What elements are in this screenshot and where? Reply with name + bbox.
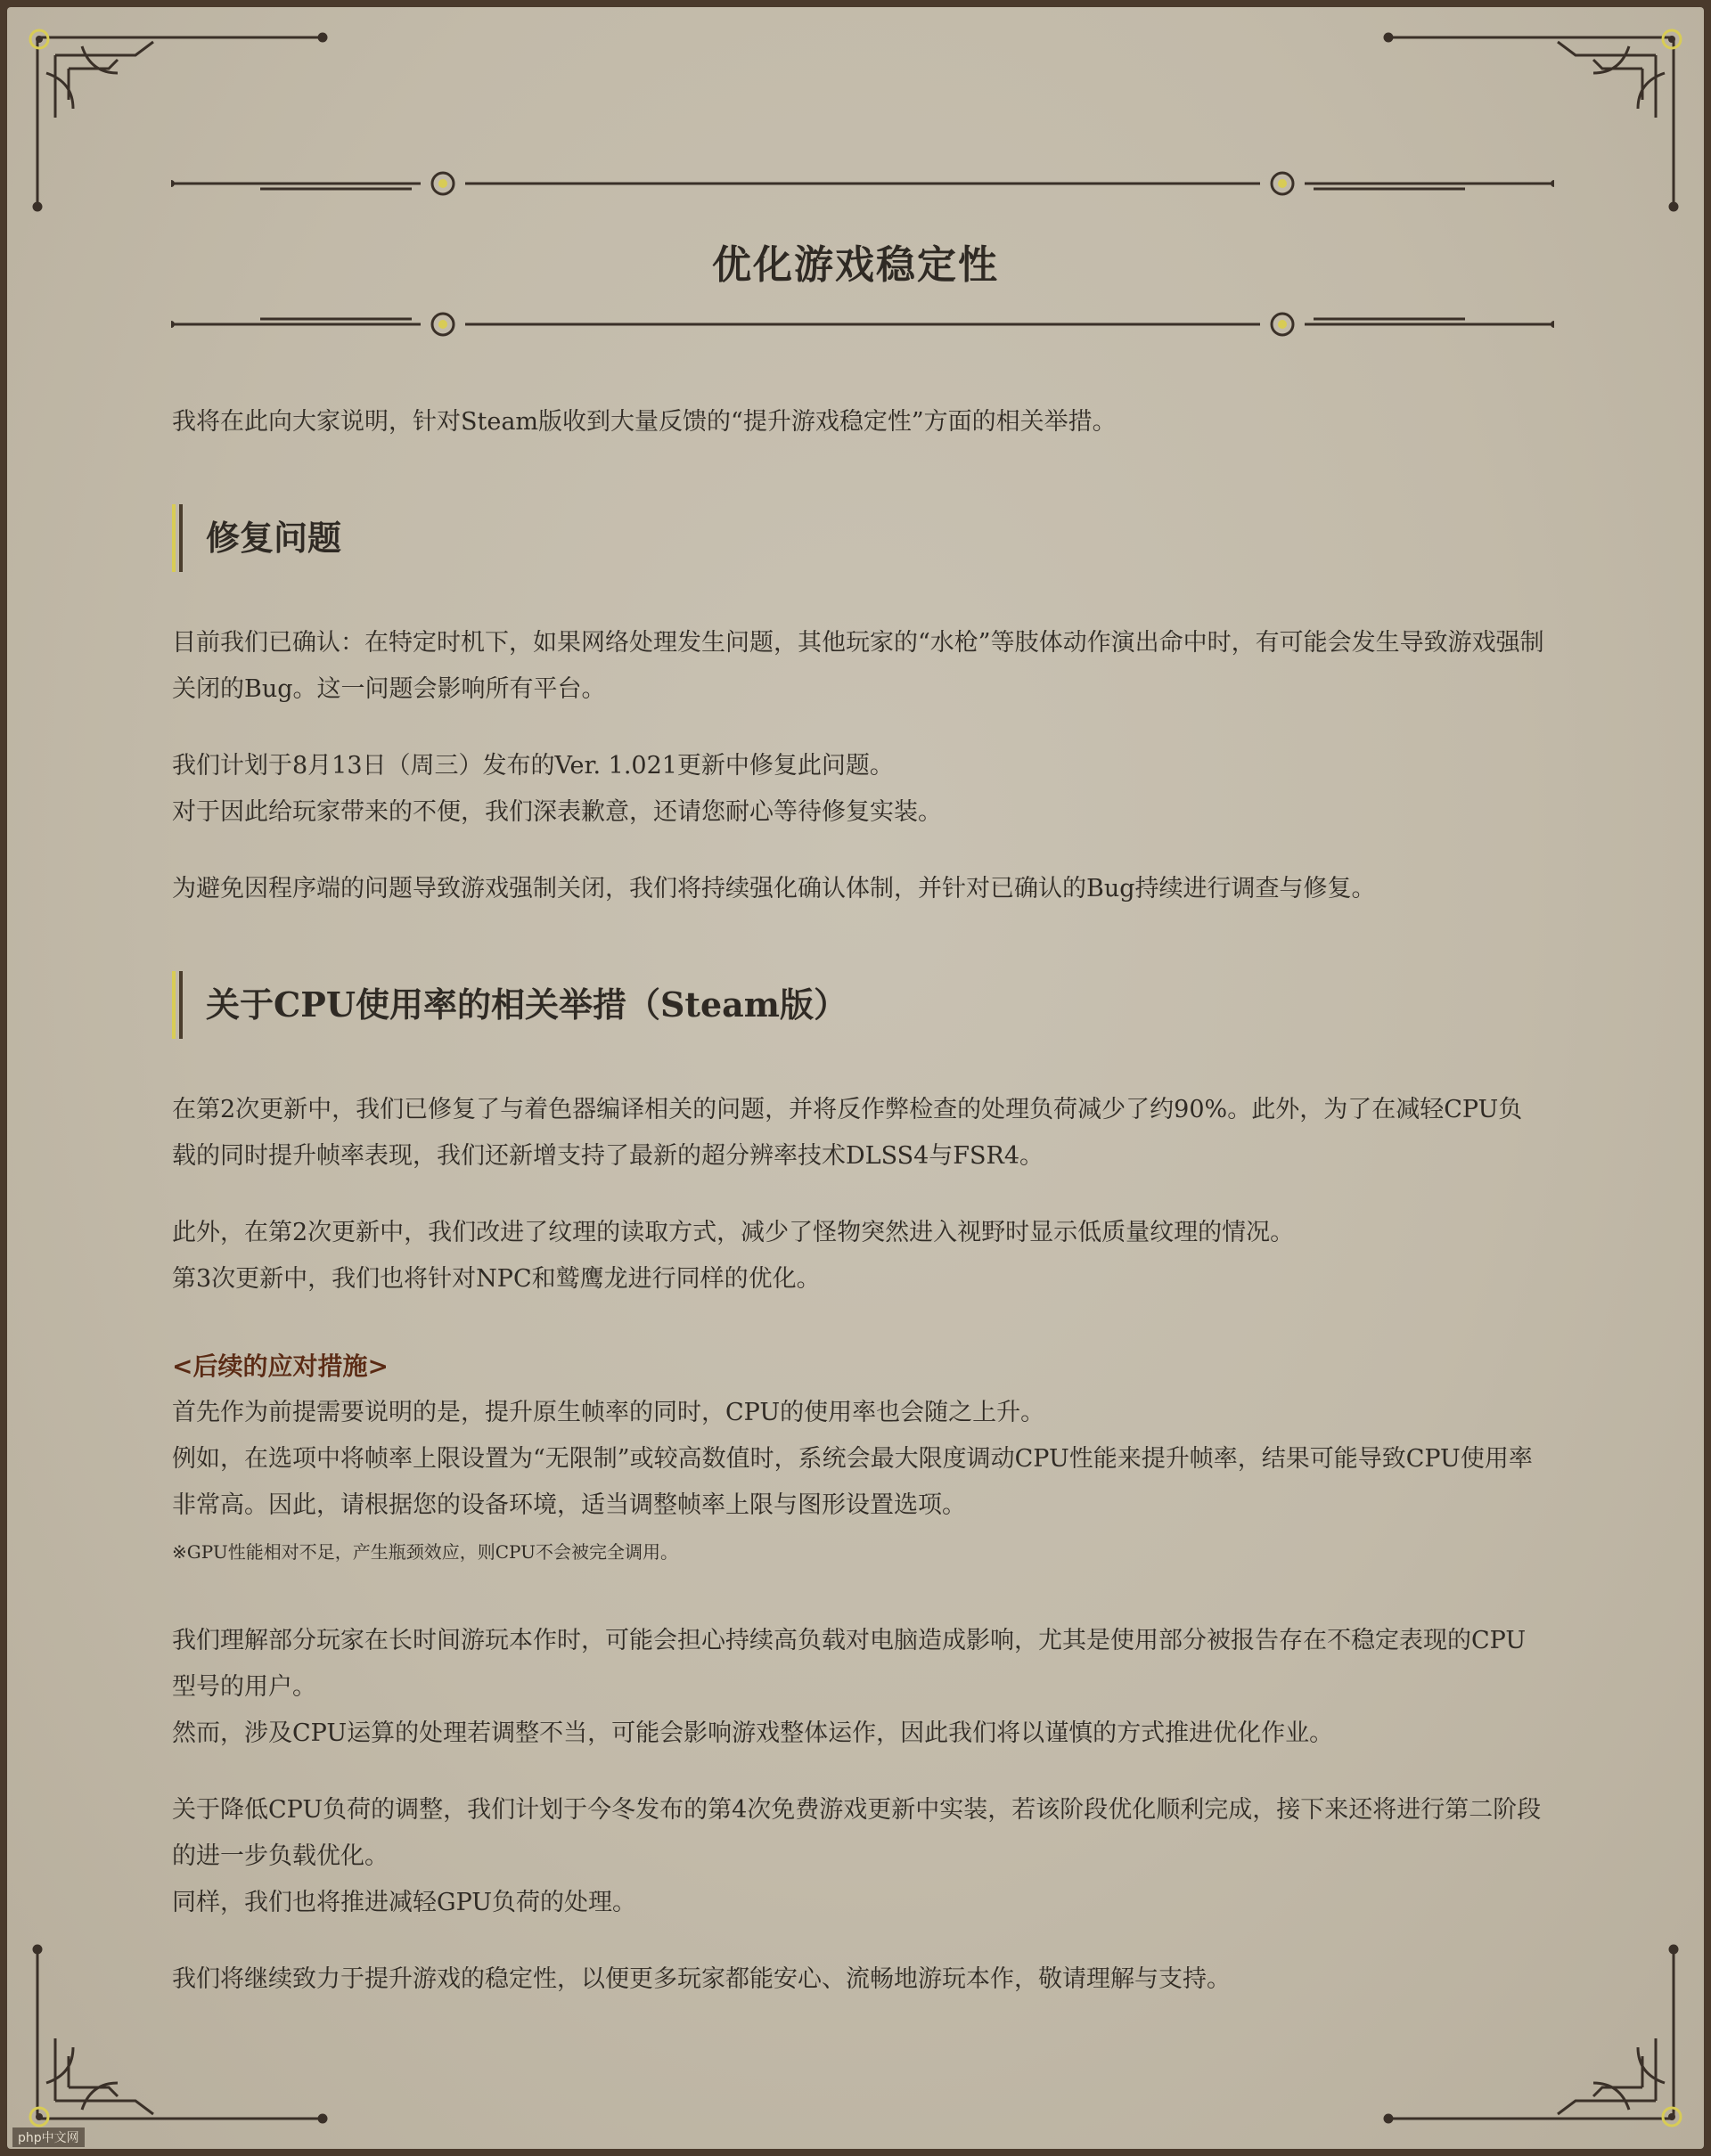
paragraph: 此外，在第2次更新中，我们改进了纹理的读取方式，减少了怪物突然进入视野时显示低质量纹理的情况。 — [172, 1219, 1295, 1246]
paragraph: 例如，在选项中将帧率上限设置为“无限制”或较高数值时，系统会最大限度调动CPU性能来提升帧率，结果可能导致CPU使用率非常高。因此，请根据您的设备环境，适当调整帧率上限与图形设置选项。 — [172, 1445, 1533, 1519]
paragraph: 我们计划于8月13日（周三）发布的Ver. 1.021更新中修复此问题。 — [172, 752, 894, 780]
intro-paragraph: 我将在此向大家说明，针对Steam版收到大量反馈的“提升游戏稳定性”方面的相关举措。 — [172, 408, 1117, 436]
page-title: 优化游戏稳定性 — [712, 242, 999, 288]
heading-accent-bar — [172, 504, 183, 572]
paragraph: 首先作为前提需要说明的是，提升原生帧率的同时，CPU的使用率也会随之上升。 — [172, 1399, 1045, 1426]
paragraph: 我们理解部分玩家在长时间游玩本作时，可能会担心持续高负载对电脑造成影响，尤其是使用部分被报告存在不稳定表现的CPU型号的用户。 — [172, 1627, 1527, 1701]
article-body — [172, 399, 1544, 2003]
watermark: php中文网 — [12, 2127, 85, 2147]
paragraph: 同样，我们也将推进减轻GPU负荷的处理。 — [172, 1889, 637, 1916]
footnote: ※GPU性能相对不足，产生瓶颈效应，则CPU不会被完全调用。 — [172, 1541, 678, 1563]
paragraph: 然而，涉及CPU运算的处理若调整不当，可能会影响游戏整体运作，因此我们将以谨慎的方式推进优化作业。 — [172, 1719, 1334, 1747]
paragraph: 关于降低CPU负荷的调整，我们计划于今冬发布的第4次免费游戏更新中实装，若该阶段优化顺利完成，接下来还将进行第二阶段的进一步负载优化。 — [172, 1796, 1542, 1870]
notice-paper — [7, 7, 1704, 2149]
paragraph: 为避免因程序端的问题导致游戏强制关闭，我们将持续强化确认体制，并针对已确认的Bug持续进行调查与修复。 — [172, 875, 1376, 902]
heading-accent-bar — [172, 971, 183, 1039]
title-divider-bottom — [171, 306, 1554, 342]
paragraph: 第3次更新中，我们也将针对NPC和鹫鹰龙进行同样的优化。 — [172, 1265, 821, 1293]
paragraph: 在第2次更新中，我们已修复了与着色器编译相关的问题，并将反作弊检查的处理负荷减少了约90%。此外，为了在减轻CPU负载的同时提升帧率表现，我们还新增支持了最新的超分辨率技术DLSS4与FSR4。 — [172, 1096, 1523, 1170]
paragraph: 对于因此给玩家带来的不便，我们深表歉意，还请您耐心等待修复实装。 — [172, 798, 942, 826]
paragraph: 我们将继续致力于提升游戏的稳定性，以便更多玩家都能安心、流畅地游玩本作，敬请理解与支持。 — [172, 1965, 1231, 1993]
section-heading-text: 关于CPU使用率的相关举措（Steam版） — [206, 984, 847, 1025]
paragraph: 目前我们已确认：在特定时机下，如果网络处理发生问题，其他玩家的“水枪”等肢体动作演出命中时，有可能会发生导致游戏强制关闭的Bug。这一问题会影响所有平台。 — [172, 629, 1544, 703]
section-heading-text: 修复问题 — [206, 518, 342, 558]
section-heading-cpu-usage — [172, 971, 1544, 1039]
subheading-follow-up: <后续的应对措施> — [172, 1352, 389, 1381]
title-divider-top — [171, 166, 1554, 201]
section-heading-fix-issue — [172, 504, 1544, 572]
